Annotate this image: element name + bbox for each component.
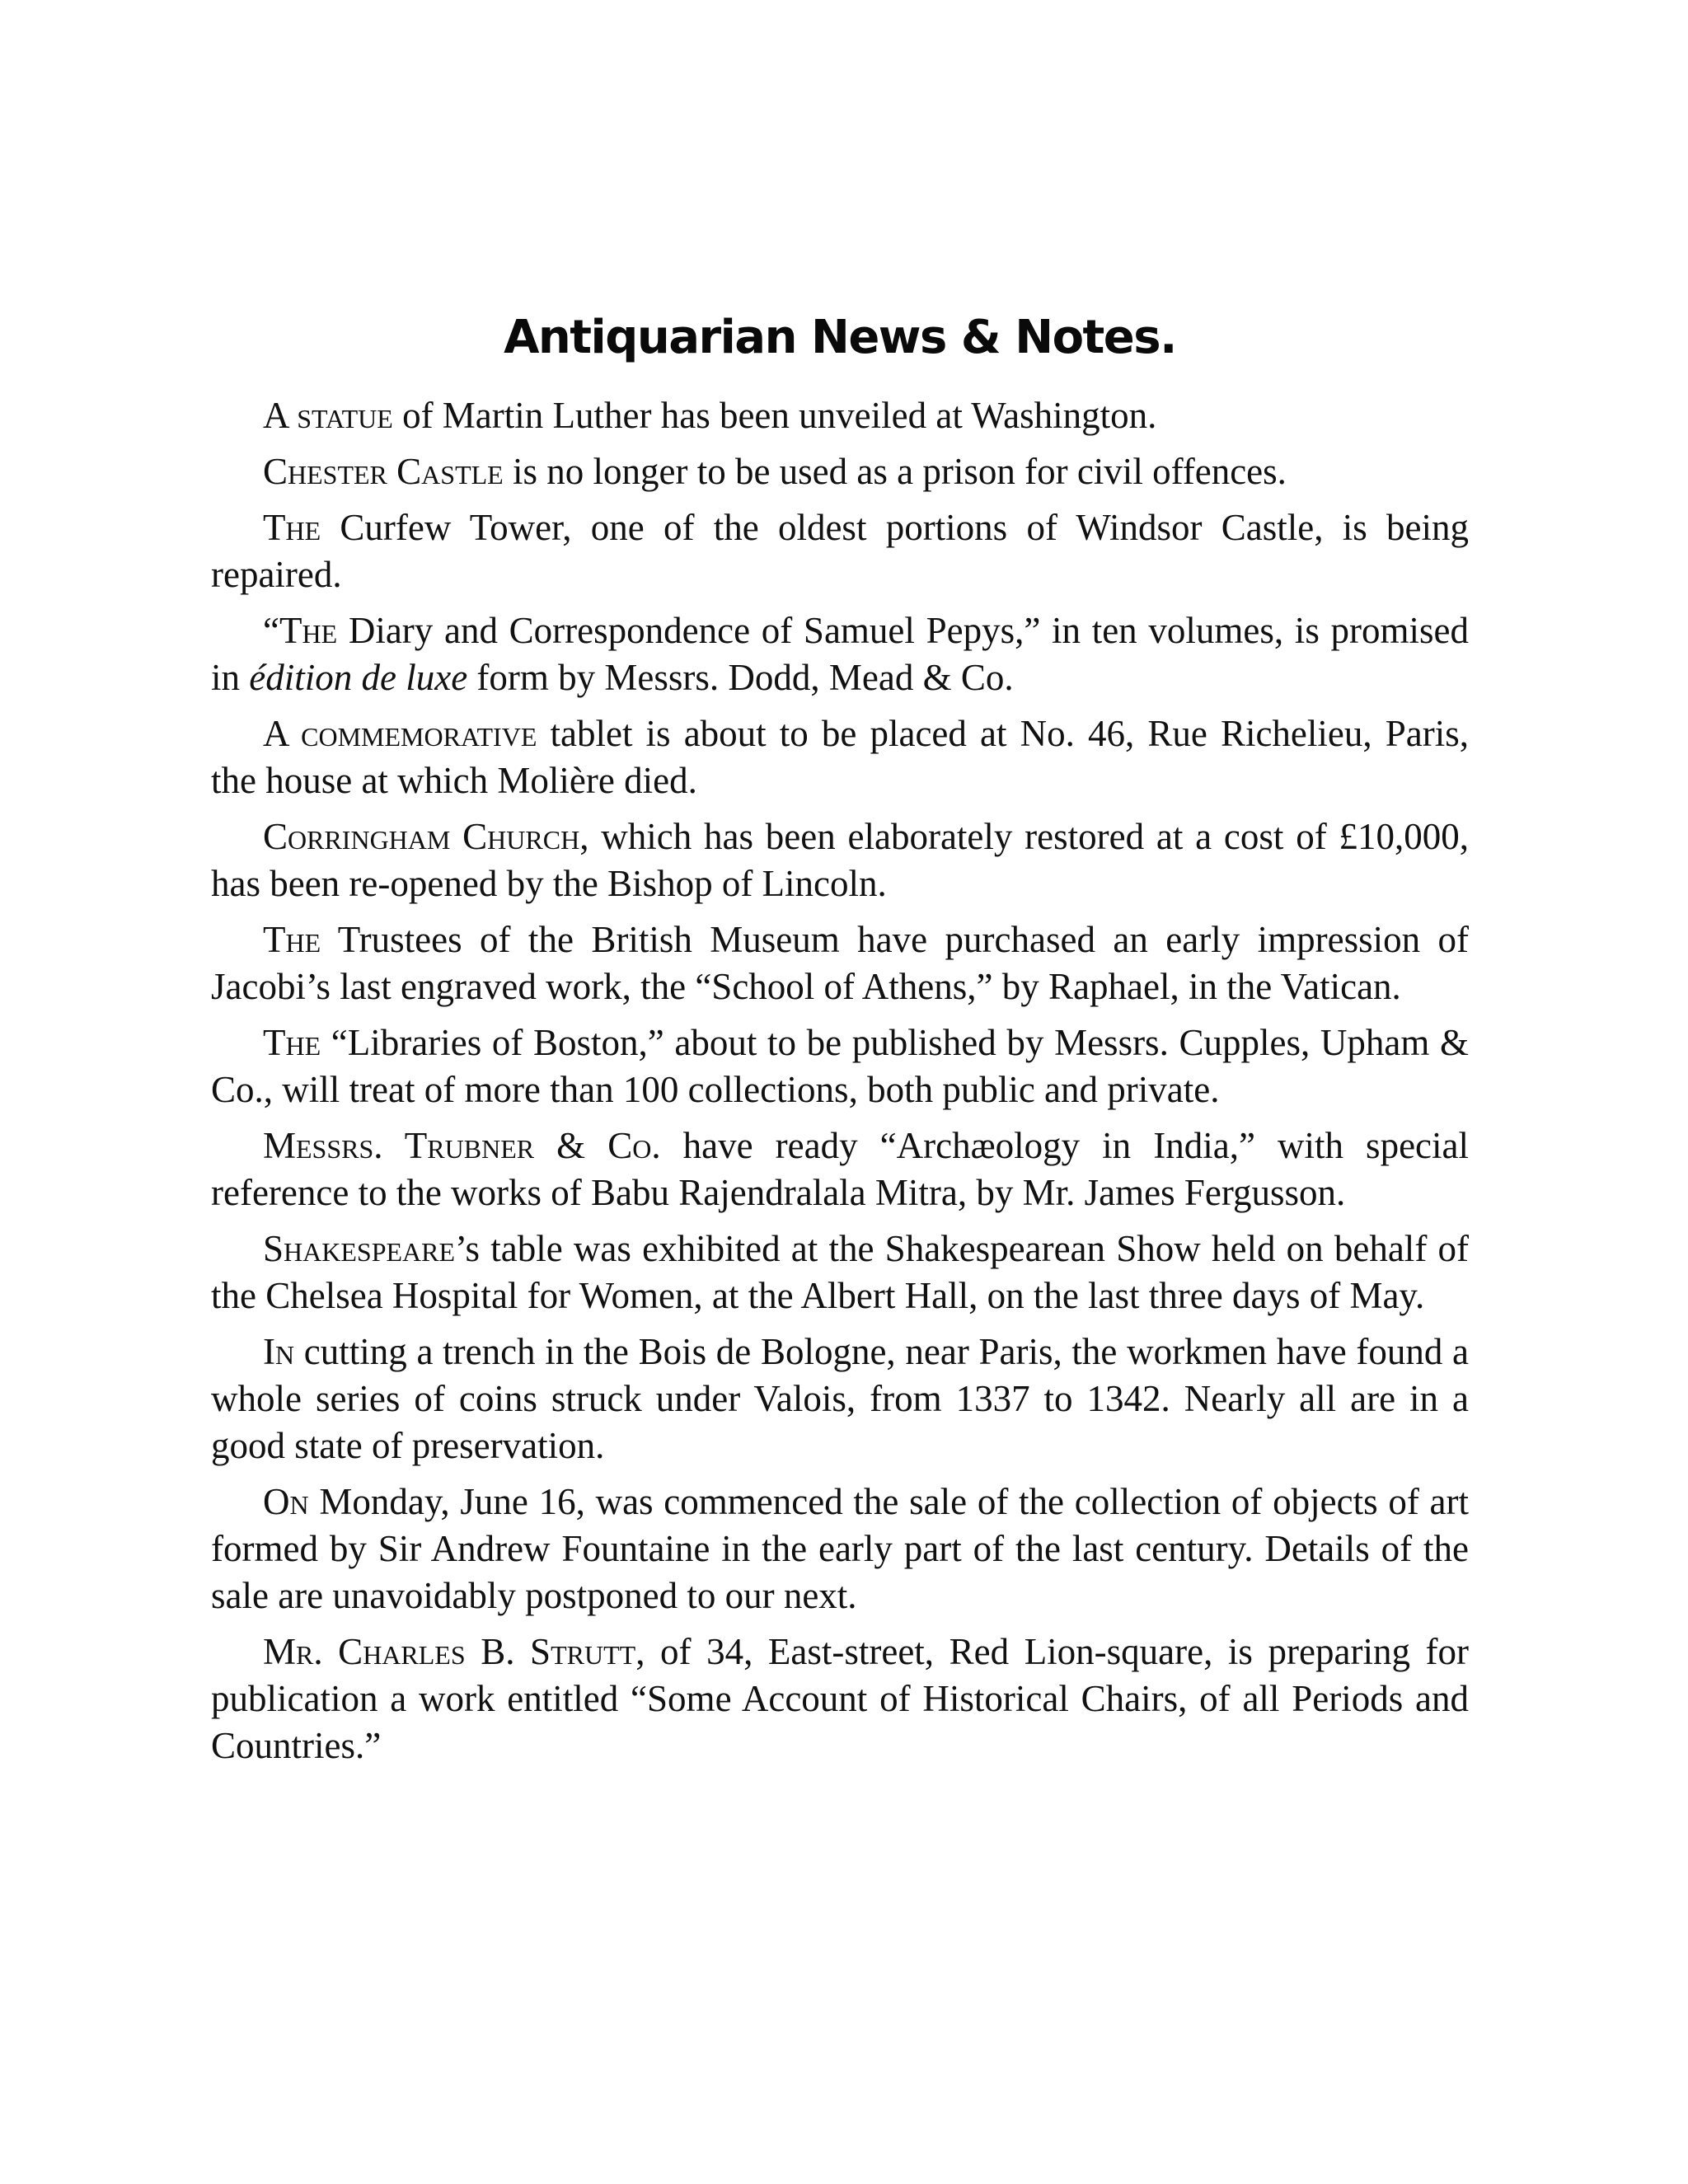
news-item-archaeology-india (211, 1122, 1469, 1216)
news-item-corringham-church (211, 813, 1469, 907)
news-item-luther-statue (211, 392, 1469, 439)
news-item-italic-phrase: édition de luxe (249, 657, 468, 698)
news-item-lead: Shakespeare (263, 1228, 456, 1269)
news-item-text-end: form by Messrs. Dodd, Mead & Co. (467, 657, 1014, 698)
news-item-text: , of 34, East-street, Red Lion-square, is preparing for publication a work entitled “Some Account of Historical Chairs, of all Periods and Countries.” (211, 1631, 1469, 1766)
news-item-text: , which has been elaborately restored at a cost of £10,000, has been re-opened by the Bishop of Lincoln. (211, 816, 1469, 904)
news-item-text: “Libraries of Boston,” about to be published by Messrs. Cupples, Upham & Co., will treat of more than 100 collections, both public and private. (211, 1022, 1469, 1110)
article (211, 312, 1469, 1779)
news-item-lead: The (263, 919, 321, 960)
news-item-chester-castle (211, 448, 1469, 495)
news-item-valois-coins (211, 1329, 1469, 1469)
news-item-lead: Corringham Church (263, 816, 580, 857)
news-item-lead: A statue (263, 395, 393, 436)
news-item-text: cutting a trench in the Bois de Bologne, near Paris, the workmen have found a whole series of coins struck under Valois, from 1337 to 1342. Nearly all are in a good state of preservation. (211, 1331, 1469, 1466)
news-item-text: Monday, June 16, was commenced the sale of the collection of objects of art formed by Sir Andrew Fountaine in the early part of the last century. Details of the sale are unavoidably postponed to our next. (211, 1481, 1469, 1616)
news-item-moliere-tablet (211, 710, 1469, 804)
news-item-shakespeare-table (211, 1226, 1469, 1319)
news-item-text: Curfew Tower, one of the oldest portions of Windsor Castle, is being repaired. (211, 507, 1469, 595)
news-item-lead: Messrs. Trubner & Co. (263, 1125, 661, 1166)
article-title: Antiquarian News & Notes. (504, 311, 1176, 364)
news-item-historical-chairs (211, 1629, 1469, 1769)
news-item-lead: The (263, 507, 321, 548)
news-item-lead: The (279, 610, 338, 651)
news-item-lead: On (263, 1481, 309, 1522)
news-item-text: Trustees of the British Museum have purchased an early impression of Jacobi’s last engraved work, the “School of Athens,” by Raphael, in the Vatican. (211, 919, 1469, 1007)
news-item-lead: The (263, 1022, 321, 1063)
news-item-lead: A commemorative (263, 713, 537, 754)
news-item-curfew-tower (211, 504, 1469, 598)
news-item-lead: Mr. Charles B. Strutt (263, 1631, 636, 1672)
news-item-libraries-of-boston (211, 1019, 1469, 1113)
news-item-text: of Martin Luther has been unveiled at Washington. (392, 395, 1157, 436)
news-item-text: ’s table was exhibited at the Shakespearean Show held on behalf of the Chelsea Hospital for Women, at the Albert Hall, on the last three days of May. (211, 1228, 1469, 1316)
news-item-text: is no longer to be used as a prison for civil offences. (503, 451, 1287, 492)
news-item-british-museum (211, 916, 1469, 1010)
news-item-lead: Chester Castle (263, 451, 504, 492)
news-item-text: have ready “Archæology in India,” with special reference to the works of Babu Rajendralala Mitra, by Mr. James Fergusson. (211, 1125, 1469, 1213)
news-item-fountaine-sale (211, 1479, 1469, 1619)
news-item-pepys-diary (211, 607, 1469, 701)
news-item-text: Diary and Correspondence of Samuel Pepys,” in ten volumes, is promised in (211, 610, 1469, 698)
news-item-quote-mark: “ (263, 610, 279, 651)
news-item-lead: In (263, 1331, 295, 1372)
news-item-text: tablet is about to be placed at No. 46, Rue Richelieu, Paris, the house at which Molière died. (211, 713, 1470, 801)
